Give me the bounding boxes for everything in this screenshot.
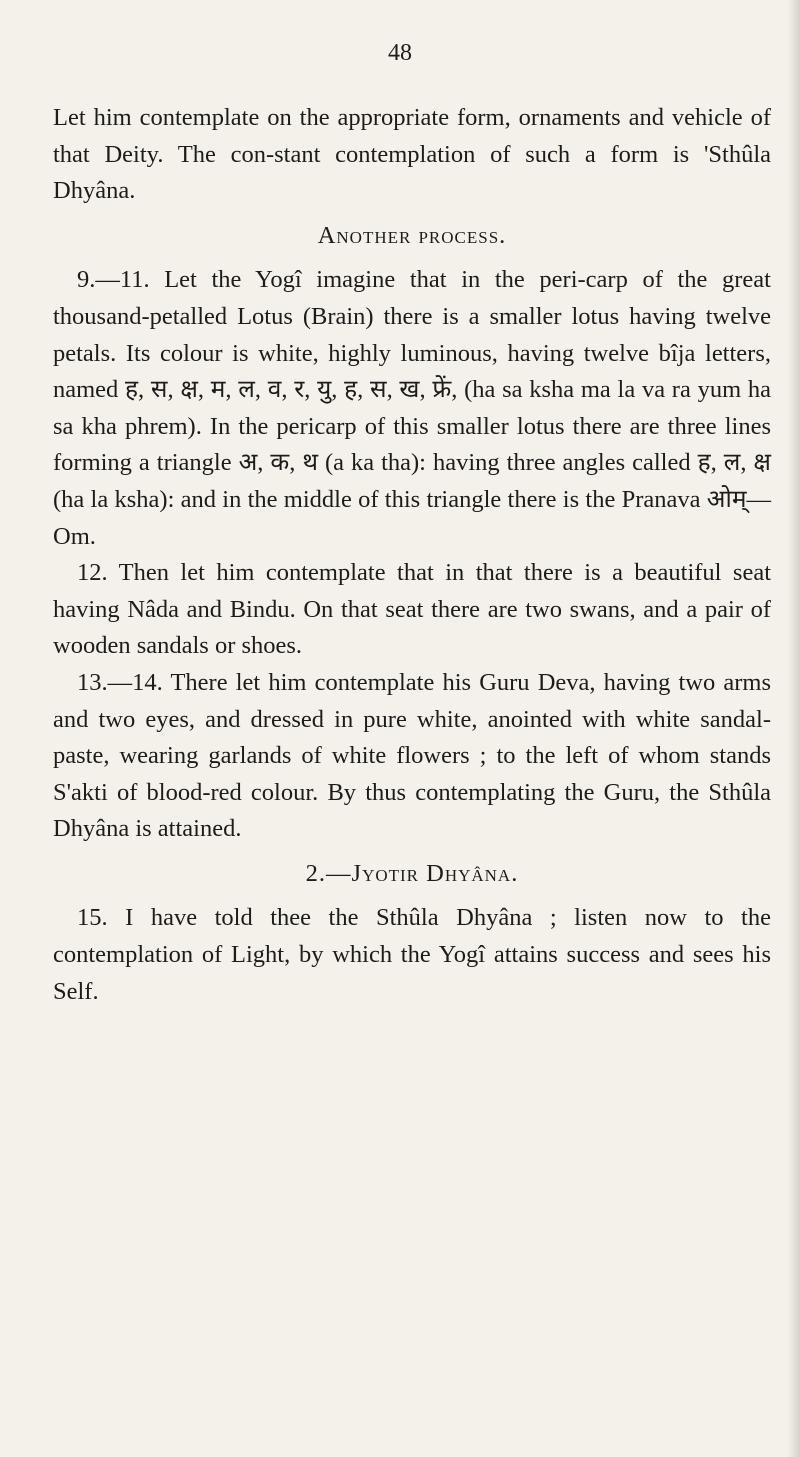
section-heading-jyotir-dhyana: 2.—Jyotir Dhyâna. bbox=[305, 859, 519, 887]
section-heading-another-process: Another process. bbox=[317, 221, 507, 249]
page-number: 48 bbox=[388, 40, 412, 66]
paragraph-9-11: 9.—11. Let the Yogî imagine that in the peri-carp of the great thousand-petalled Lotus (Brain) there is a smaller lotus having twelve petals. Its colour is white, highly luminous, having twelve bîja letters, named ह, स, क्ष, म, ल, व, र, यु, ह, स, ख, फ्रें, (ha sa ksha ma la va ra yum ha sa kha phrem). In the pericarp of this smaller lotus there are three lines forming a triangle अ, क, थ (a ka tha): having three angles called ह, ल, क्ष (ha la ksha): and in the middle of this triangle there is the Pranava ओम्—Om. bbox=[53, 266, 771, 550]
paragraph-13-14: 13.—14. There let him contemplate his Guru Deva, having two arms and two eyes, and dressed in pure white, anointed with white sandal-paste, wearing garlands of white flowers ; to the left of whom stands S'akti of blood-red colour. By thus contemplating the Guru, the Sthûla Dhyâna is attained. bbox=[53, 668, 771, 843]
paragraph-intro: Let him contemplate on the appropriate form, ornaments and vehicle of that Deity. The con-stant contemplation of such a form is 'Sthûla Dhyâna. bbox=[53, 104, 771, 205]
paragraph-15: 15. I have told thee the Sthûla Dhyâna ; listen now to the contemplation of Light, by which the Yogî attains success and sees his Self. bbox=[53, 904, 771, 1005]
body-text bbox=[53, 100, 771, 1010]
paragraph-12: 12. Then let him contemplate that in that there is a beautiful seat having Nâda and Bindu. On that seat there are two swans, and a pair of wooden sandals or shoes. bbox=[53, 559, 771, 660]
page-edge-shadow bbox=[788, 0, 800, 1457]
